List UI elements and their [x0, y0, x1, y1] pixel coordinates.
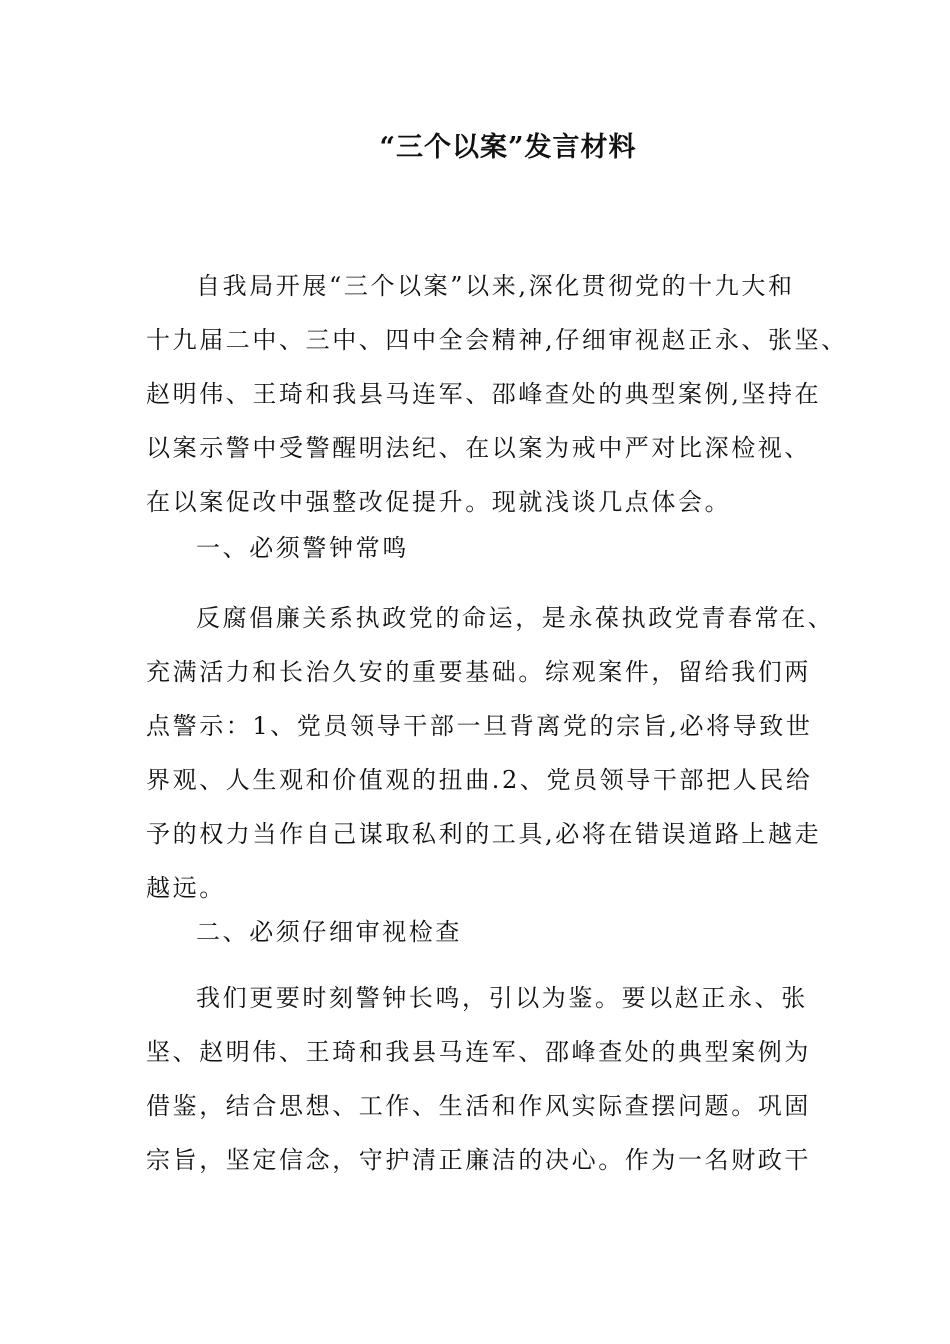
paragraph-line: 赵明伟、王琦和我县马连军、邵峰查处的典型案例,坚持在 [146, 380, 822, 408]
paragraph-line: 坚、赵明伟、王琦和我县马连军、邵峰查处的典型案例为 [146, 1038, 811, 1066]
document-title: “三个以案”发言材料 [379, 132, 637, 163]
paragraph-line: 反腐倡廉关系执政党的命运，是永葆执政党青春常在、 [196, 604, 835, 632]
section-heading-2: 二、必须仔细审视检查 [196, 918, 462, 946]
paragraph-line: 借鉴，结合思想、工作、生活和作风实际查摆问题。巩固 [146, 1092, 811, 1120]
section-2-paragraph [146, 971, 846, 1187]
paragraph-line: 自我局开展“三个以案”以来,深化贯彻党的十九大和 [196, 272, 795, 300]
paragraph-line: 在以案促改中强整改促提升。现就浅谈几点体会。 [146, 488, 732, 516]
paragraph-line: 充满活力和长治久安的重要基础。综观案件，留给我们两 [146, 658, 811, 686]
paragraph-line: 越远。 [146, 874, 226, 902]
paragraph-line: 十九届二中、三中、四中全会精神,仔细审视赵正永、张坚、 [146, 326, 848, 354]
paragraph-line: 界观、人生观和价值观的扭曲.2、党员领导干部把人民给 [146, 766, 813, 794]
intro-paragraph [146, 259, 846, 529]
paragraph-line: 我们更要时刻警钟长鸣，引以为鉴。要以赵正永、张 [196, 984, 808, 1012]
paragraph-line: 宗旨，坚定信念，守护清正廉洁的决心。作为一名财政干 [146, 1146, 811, 1174]
section-1-paragraph [146, 591, 846, 915]
paragraph-line: 以案示警中受警醒明法纪、在以案为戒中严对比深检视、 [146, 434, 811, 462]
section-heading-1: 一、必须警钟常鸣 [196, 534, 409, 562]
paragraph-line: 予的权力当作自己谋取私利的工具,必将在错误道路上越走 [146, 820, 822, 848]
paragraph-line: 点警示：1、党员领导干部一旦背离党的宗旨,必将导致世 [146, 712, 813, 740]
